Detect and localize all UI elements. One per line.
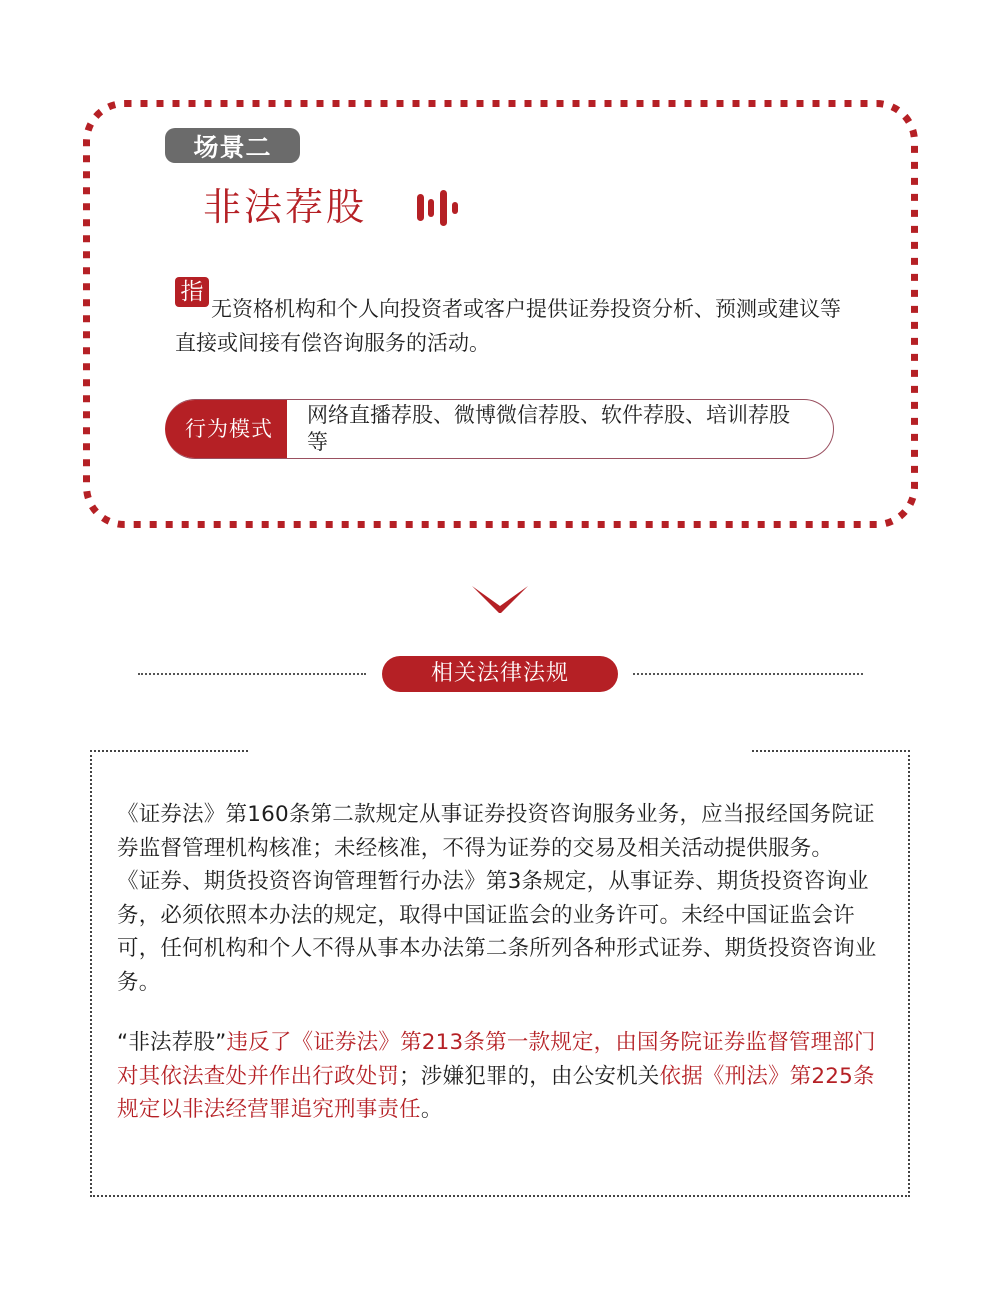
- conclusion-subject: “非法荐股”: [117, 1030, 227, 1055]
- definition-body: 无资格机构和个人向投资者或客户提供证券投资分析、预测或建议等直接或间接有偿咨询服务的活动。: [175, 297, 841, 355]
- sound-wave-icon: [415, 188, 461, 228]
- scenario-tag: 场景二: [165, 128, 300, 163]
- behavior-mode-box: [165, 399, 834, 459]
- section-divider-left: [138, 673, 366, 675]
- laws-section-title: 相关法律法规: [382, 656, 618, 692]
- law-paragraph-2: 《证券、期货投资咨询管理暂行办法》第3条规定，从事证券、期货投资咨询业务，必须依照本办法的规定，取得中国证监会的业务许可。未经中国证监会许可，任何机构和个人不得从事本办法第二条所列各种形式证券、期货投资咨询业务。: [117, 869, 877, 995]
- law-paragraph-1: 《证券法》第160条第二款规定从事证券投资咨询服务业务，应当报经国务院证券监督管理机构核准；未经核准，不得为证券的交易及相关活动提供服务。: [117, 802, 875, 861]
- definition-text: [175, 292, 855, 360]
- chevron-down-icon: [472, 584, 528, 614]
- behavior-mode-text: 网络直播荐股、微博微信荐股、软件荐股、培训荐股等: [307, 403, 790, 454]
- section-divider-right: [633, 673, 863, 675]
- conclusion-crime-clause: ；涉嫌犯罪的，由公安机关: [399, 1063, 660, 1089]
- scenario-title: 非法荐股: [203, 185, 368, 229]
- conclusion-admin-penalty: 违反了《证券法》第213条第一款规定，由国务院证券监督管理部门对其依法查处并作出行政处罚: [117, 1030, 876, 1089]
- behavior-mode-label: 行为模式: [165, 399, 287, 459]
- laws-content: [117, 798, 887, 1127]
- law-conclusion: [117, 1026, 887, 1127]
- conclusion-end: 。: [420, 1097, 443, 1122]
- definition-badge: 指: [175, 277, 209, 307]
- conclusion-criminal-liability: 依据《刑法》第225条规定以非法经营罪追究刑事责任: [117, 1063, 875, 1122]
